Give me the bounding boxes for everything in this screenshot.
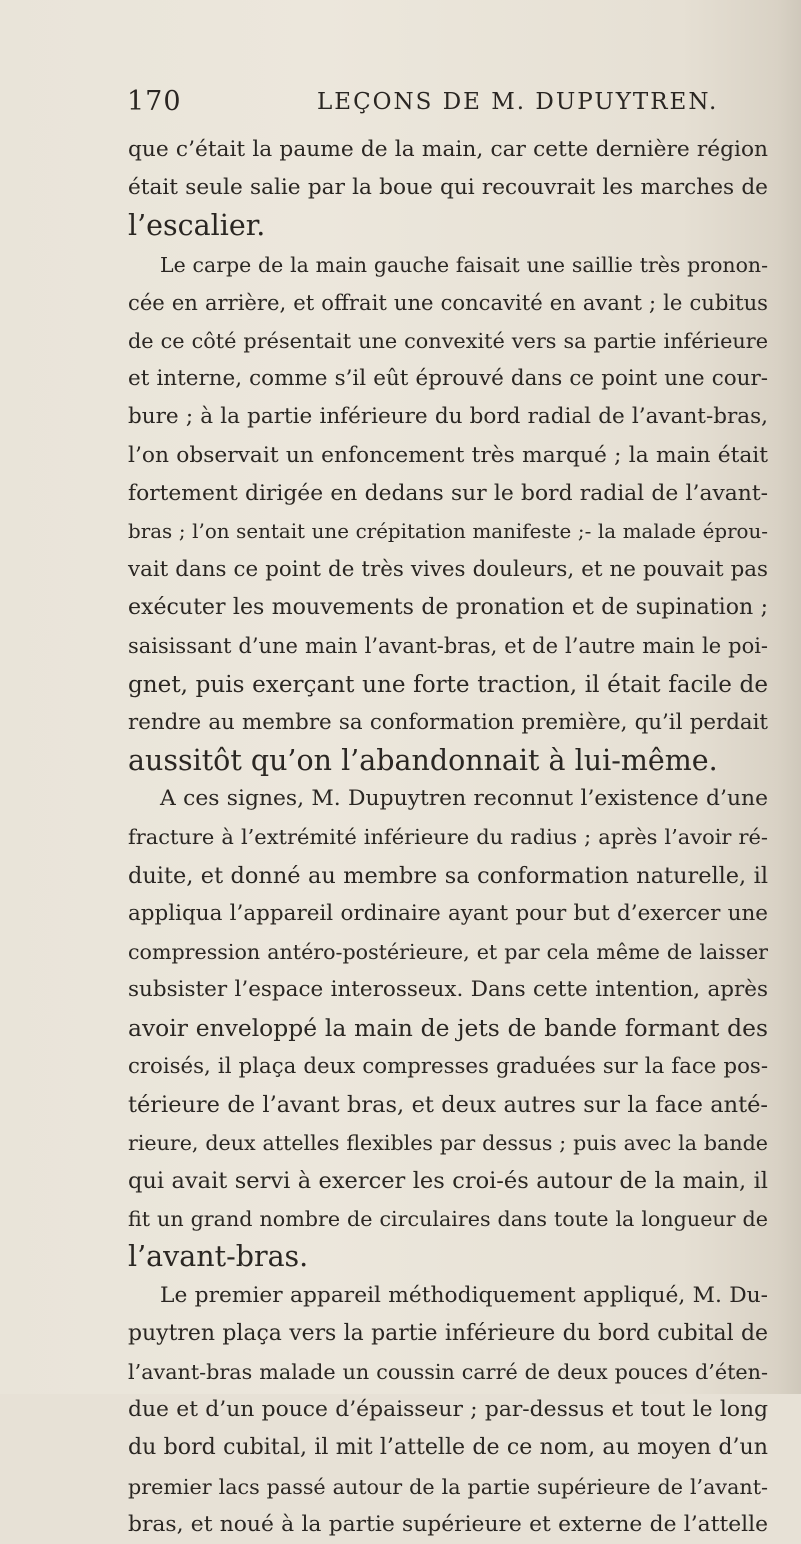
text-line: due et d’un pouce d’épaisseur ; par-dessus et tout le long [128, 1397, 768, 1423]
text-line: cée en arrière, et offrait une concavité en avant ; le cubitus [128, 289, 768, 315]
text-line: térieure de l’avant bras, et deux autres sur la face anté- [128, 1091, 768, 1118]
text-line: fortement dirigée en dedans sur le bord radial de l’avant- [128, 480, 768, 506]
text-line: bras ; l’on sentait une crépitation manifeste ;- la malade éprou- [128, 519, 768, 543]
text-line: puytren plaça vers la partie inférieure du bord cubital de [128, 1320, 768, 1346]
text-line: Le carpe de la main gauche faisait une saillie très pronon- [160, 252, 768, 277]
text-line: du bord cubital, il mit l’attelle de ce nom, au moyen d’un [128, 1435, 768, 1461]
text-line: subsister l’espace interosseux. Dans cette intention, après [128, 977, 768, 1003]
text-line: était seule salie par la boue qui recouvrait les marches de [128, 175, 768, 201]
text-line: l’avant-bras malade un coussin carré de deux pouces d’éten- [128, 1360, 768, 1384]
page-header [127, 86, 767, 126]
running-title: LEÇONS DE M. DUPUYTREN. [317, 89, 719, 115]
text-line: exécuter les mouvements de pronation et de supination ; [128, 595, 768, 621]
text-line: bras, et noué à la partie supérieure et externe de l’attelle [128, 1511, 768, 1537]
text-line: avoir enveloppé la main de jets de bande formant des [128, 1014, 768, 1043]
text-line: compression antéro-postérieure, et par cela même de laisser [128, 939, 768, 964]
text-line: duite, et donné au membre sa conformation naturelle, il [128, 862, 768, 889]
text-line: appliqua l’appareil ordinaire ayant pour but d’exercer une [128, 900, 768, 926]
text-line: A ces signes, M. Dupuytren reconnut l’existence d’une [160, 786, 768, 812]
text-line: l’avant-bras. [128, 1240, 309, 1274]
text-line: rieure, deux attelles flexibles par dessus ; puis avec la bande [128, 1130, 768, 1155]
text-line: et interne, comme s’il eût éprouvé dans ce point une cour- [128, 366, 768, 392]
text-line: fit un grand nombre de circulaires dans toute la longueur de [128, 1207, 768, 1232]
text-line: Le premier appareil méthodiquement appliqué, M. Du- [160, 1282, 768, 1308]
text-line: aussitôt qu’on l’abandonnait à lui-même. [128, 744, 718, 777]
text-line: que c’était la paume de la main, car cette dernière région [128, 137, 768, 162]
text-line: l’escalier. [128, 209, 266, 243]
text-line: rendre au membre sa conformation première, qu’il perdait [128, 709, 768, 735]
page-number: 170 [127, 86, 182, 117]
text-line: gnet, puis exerçant une forte traction, il était facile de [128, 671, 768, 698]
text-line: qui avait servi à exercer les croi-és autour de la main, il [128, 1168, 768, 1195]
text-line: fracture à l’extrémité inférieure du radius ; après l’avoir ré- [128, 825, 768, 850]
body-text [128, 131, 768, 1544]
text-line: vait dans ce point de très vives douleurs, et ne pouvait pas [128, 557, 768, 583]
text-line: saisissant d’une main l’avant-bras, et de l’autre main le poi- [128, 634, 768, 659]
text-line: premier lacs passé autour de la partie supérieure de l’avant- [128, 1474, 768, 1499]
text-line: bure ; à la partie inférieure du bord radial de l’avant-bras, [128, 404, 768, 430]
text-line: de ce côté présentait une convexité vers sa partie inférieure [128, 328, 768, 353]
text-line: l’on observait un enfoncement très marqué ; la main était [128, 442, 768, 468]
text-line: croisés, il plaça deux compresses graduées sur la face pos- [128, 1053, 768, 1079]
